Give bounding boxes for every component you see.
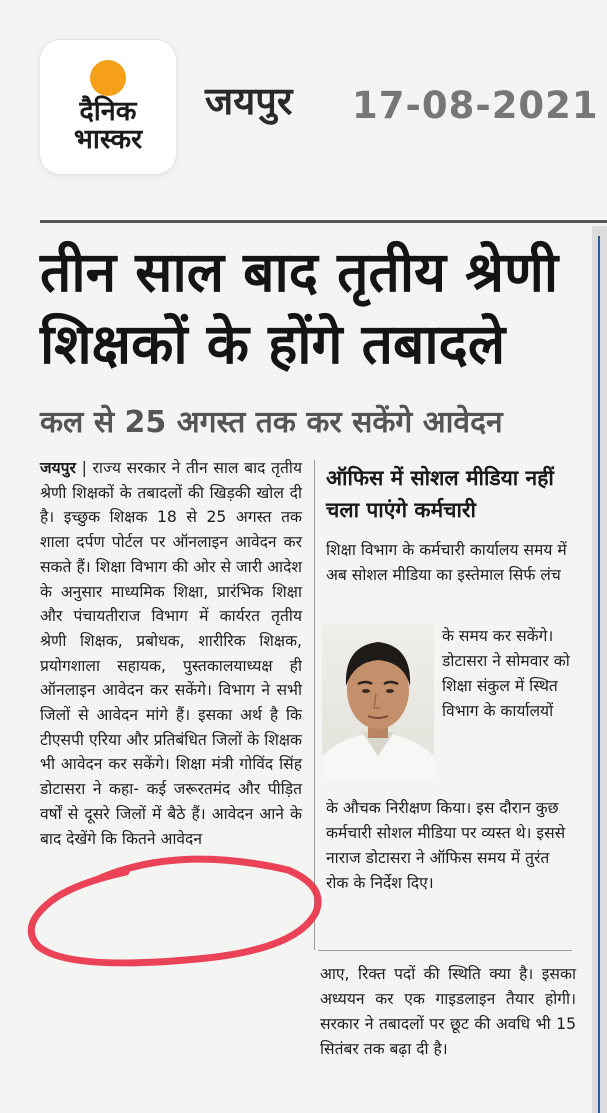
dateline: जयपुर [40,459,76,477]
logo-text-line1: दैनिक [79,96,137,127]
adjacent-page-rule [598,236,600,1113]
article-body-left [40,456,302,851]
red-ink-circle-mark [26,840,326,980]
logo-text-line2: भास्कर [73,124,143,155]
article-headline: तीन साल बाद तृतीय श्रेणी शिक्षकों के होंगे तबादले [40,240,559,376]
minister-photo [322,624,434,782]
edition-date: 17-08-2021 [352,84,599,127]
sun-logo-icon [90,60,126,96]
newspaper-logo [40,40,176,174]
article-subheadline: कल से 25 अगस्त तक कर सकेंगे आवेदन [40,405,503,440]
sidebar-text-wrap: के समय कर सकेंगे। डोटासरा ने सोमवार को शिक्षा संकुल में स्थित विभाग के कार्यालयों [442,627,570,720]
sidebar-text-bottom: के औचक निरीक्षण किया। इस दौरान कुछ कर्मचारी सोशल मीडिया पर व्यस्त थे। इससे नाराज डोटासरा ने ऑफिस समय में तुरंत रोक के निर्देश दिए। [326,799,566,892]
article-body-continued: आए, रिक्त पदों की स्थिति क्या है। इसका अध्ययन कर एक गाइडलाइन तैयार होगी। सरकार ने तबादलों पर छूट की अवधि भी 15 सितंबर तक बढ़ा दी है। [320,965,576,1058]
sidebar-bottom-rule [318,950,572,951]
header-rule [40,220,607,223]
column-divider [314,460,315,950]
article-body-text: | राज्य सरकार ने तीन साल बाद तृतीय श्रेणी शिक्षकों के तबादलों की खिड़की खोल दी है। इच्छुक शिक्षक 18 से 25 अगस्त तक शाला दर्पण पोर्टल पर ऑनलाइन आवेदन कर सकते हैं। शिक्षा विभाग की ओर से जारी आदेश के अनुसार माध्यमिक शिक्षा, प्रारंभिक शिक्षा और पंचायतीराज विभाग में कार्यरत तृतीय श्रेणी शिक्षक, प्रबोधक, शारीरिक शिक्षक, प्रयोगशाला सहायक, पुस्तकालयाध्यक्ष ही ऑनलाइन आवेदन कर सकेंगे। विभाग ने सभी जिलों से आवेदन मांगे हैं। इसका अर्थ है कि टीएसपी एरिया और प्रतिबंधित जिलों के शिक्षक भी आवेदन कर सकेंगे। शिक्षा मंत्री गोविंद सिंह डोटासरा ने कहा- कई जरूरतमंद और पीड़ित वर्षों से दूसरे जिलों में बैठे हैं। आवेदन आने के बाद देखेंगे कि कितने आवेदन [40,459,302,848]
edition-city: जयपुर [205,79,293,123]
sidebar-title: ऑफिस में सोशल मीडिया नहीं चला पाएंगे कर्मचारी [326,466,554,522]
sidebar-text-top: शिक्षा विभाग के कर्मचारी कार्यालय समय में अब सोशल मीडिया का इस्तेमाल सिर्फ लंच [326,541,567,584]
